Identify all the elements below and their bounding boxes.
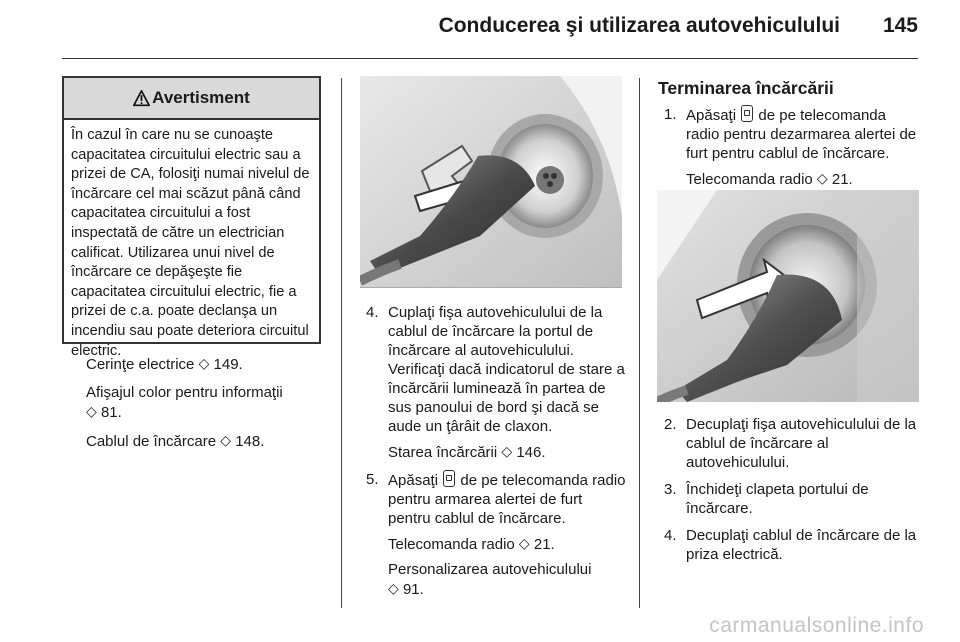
page-ref-icon: ◇ — [501, 443, 513, 459]
page-ref-icon: ◇ — [388, 580, 399, 596]
running-header-title: Conducerea şi utilizarea autovehiculului — [438, 14, 840, 37]
right-steps-bottom — [664, 415, 920, 572]
step-4-connect-plug: 4. Cuplaţi fişa autovehiculului de la cablul de încărcare la portul de încărcare al autovehiculului. Verificaţi dacă indicatorul de stare a încărcării luminează în partea de sus panoului de bord şi dacă se aude un ţârâit de claxon. Starea încărcării ◇ 146. — [366, 303, 628, 462]
ref-electrical-requirements: Cerinţe electrice ◇ 149. — [86, 355, 243, 373]
ref-charging-cable: Cablul de încărcare ◇ 148. — [86, 432, 265, 450]
page-ref-icon: ◇ — [220, 432, 232, 448]
ref-remote-control: Telecomanda radio ◇ 21. — [686, 170, 853, 188]
remote-unlock-icon — [741, 105, 753, 122]
page-ref-icon: ◇ — [816, 170, 828, 186]
warning-text: În cazul în care nu se cunoaşte capacitatea circuitului electric sau a prizei de CA, folosiţi numai nivelul de încărcare cel mai scăzut până când capacitatea circuitului a fost inspectată de către un electrician calificat. Utilizarea unui nivel de încărcare ce depăşeşte fie capacitatea circuitului electric, fie a prizei de c.a. poate declanşa un incendiu sau poate deteriora circuitul electric. — [71, 127, 310, 359]
warning-triangle-icon — [133, 90, 150, 107]
warning-title: Avertisment — [152, 88, 250, 107]
step-2-disconnect-vehicle-plug: 2. Decuplaţi fişa autovehiculului de la cablul de încărcare al autovehiculului. — [664, 416, 917, 471]
step-5-arm-alarm: 5. Apăsaţi de pe telecomanda radio pentru armarea alertei de furt pentru cablul de încărcare. Telecomanda radio ◇ 21. Personalizarea autovehiculului ◇ 91. — [366, 470, 628, 599]
watermark: carmanualsonline.info — [709, 614, 924, 637]
middle-steps — [366, 303, 628, 607]
ref-vehicle-personalization: Personalizarea autovehiculului ◇ 91. — [388, 561, 592, 598]
ref-charging-status: Starea încărcării ◇ 146. — [388, 443, 546, 461]
column-divider-right — [639, 78, 640, 608]
page-ref-icon: ◇ — [518, 535, 530, 551]
ref-color-info-display: Afişajul color pentru informaţii ◇ 81. — [86, 384, 283, 421]
plug-disconnection-photo — [657, 190, 919, 402]
page-ref-icon: ◇ — [198, 355, 210, 371]
page-ref-icon: ◇ — [86, 403, 97, 419]
column-divider-left — [341, 78, 342, 608]
plug-connection-photo — [360, 76, 622, 288]
warning-header — [64, 78, 319, 120]
step-1-disarm-alarm: 1. Apăsaţi de pe telecomanda radio pentru dezarmarea alertei de furt pentru cablul de încărcare. Telecomanda radio ◇ 21. — [664, 105, 920, 189]
step-4-disconnect-cable: 4. Decuplaţi cablul de încărcare de la priza electrică. — [664, 527, 917, 563]
step-3-close-port-flap: 3. Închideţi clapeta portului de încărcare. — [664, 481, 869, 517]
warning-box — [62, 76, 321, 359]
section-title: Terminarea încărcării — [658, 78, 834, 98]
header-rule — [62, 58, 918, 59]
left-references — [86, 354, 326, 460]
ref-remote-control: Telecomanda radio ◇ 21. — [388, 535, 555, 553]
right-steps-top — [664, 105, 920, 197]
page-number: 145 — [882, 14, 918, 37]
remote-lock-icon — [443, 470, 455, 487]
